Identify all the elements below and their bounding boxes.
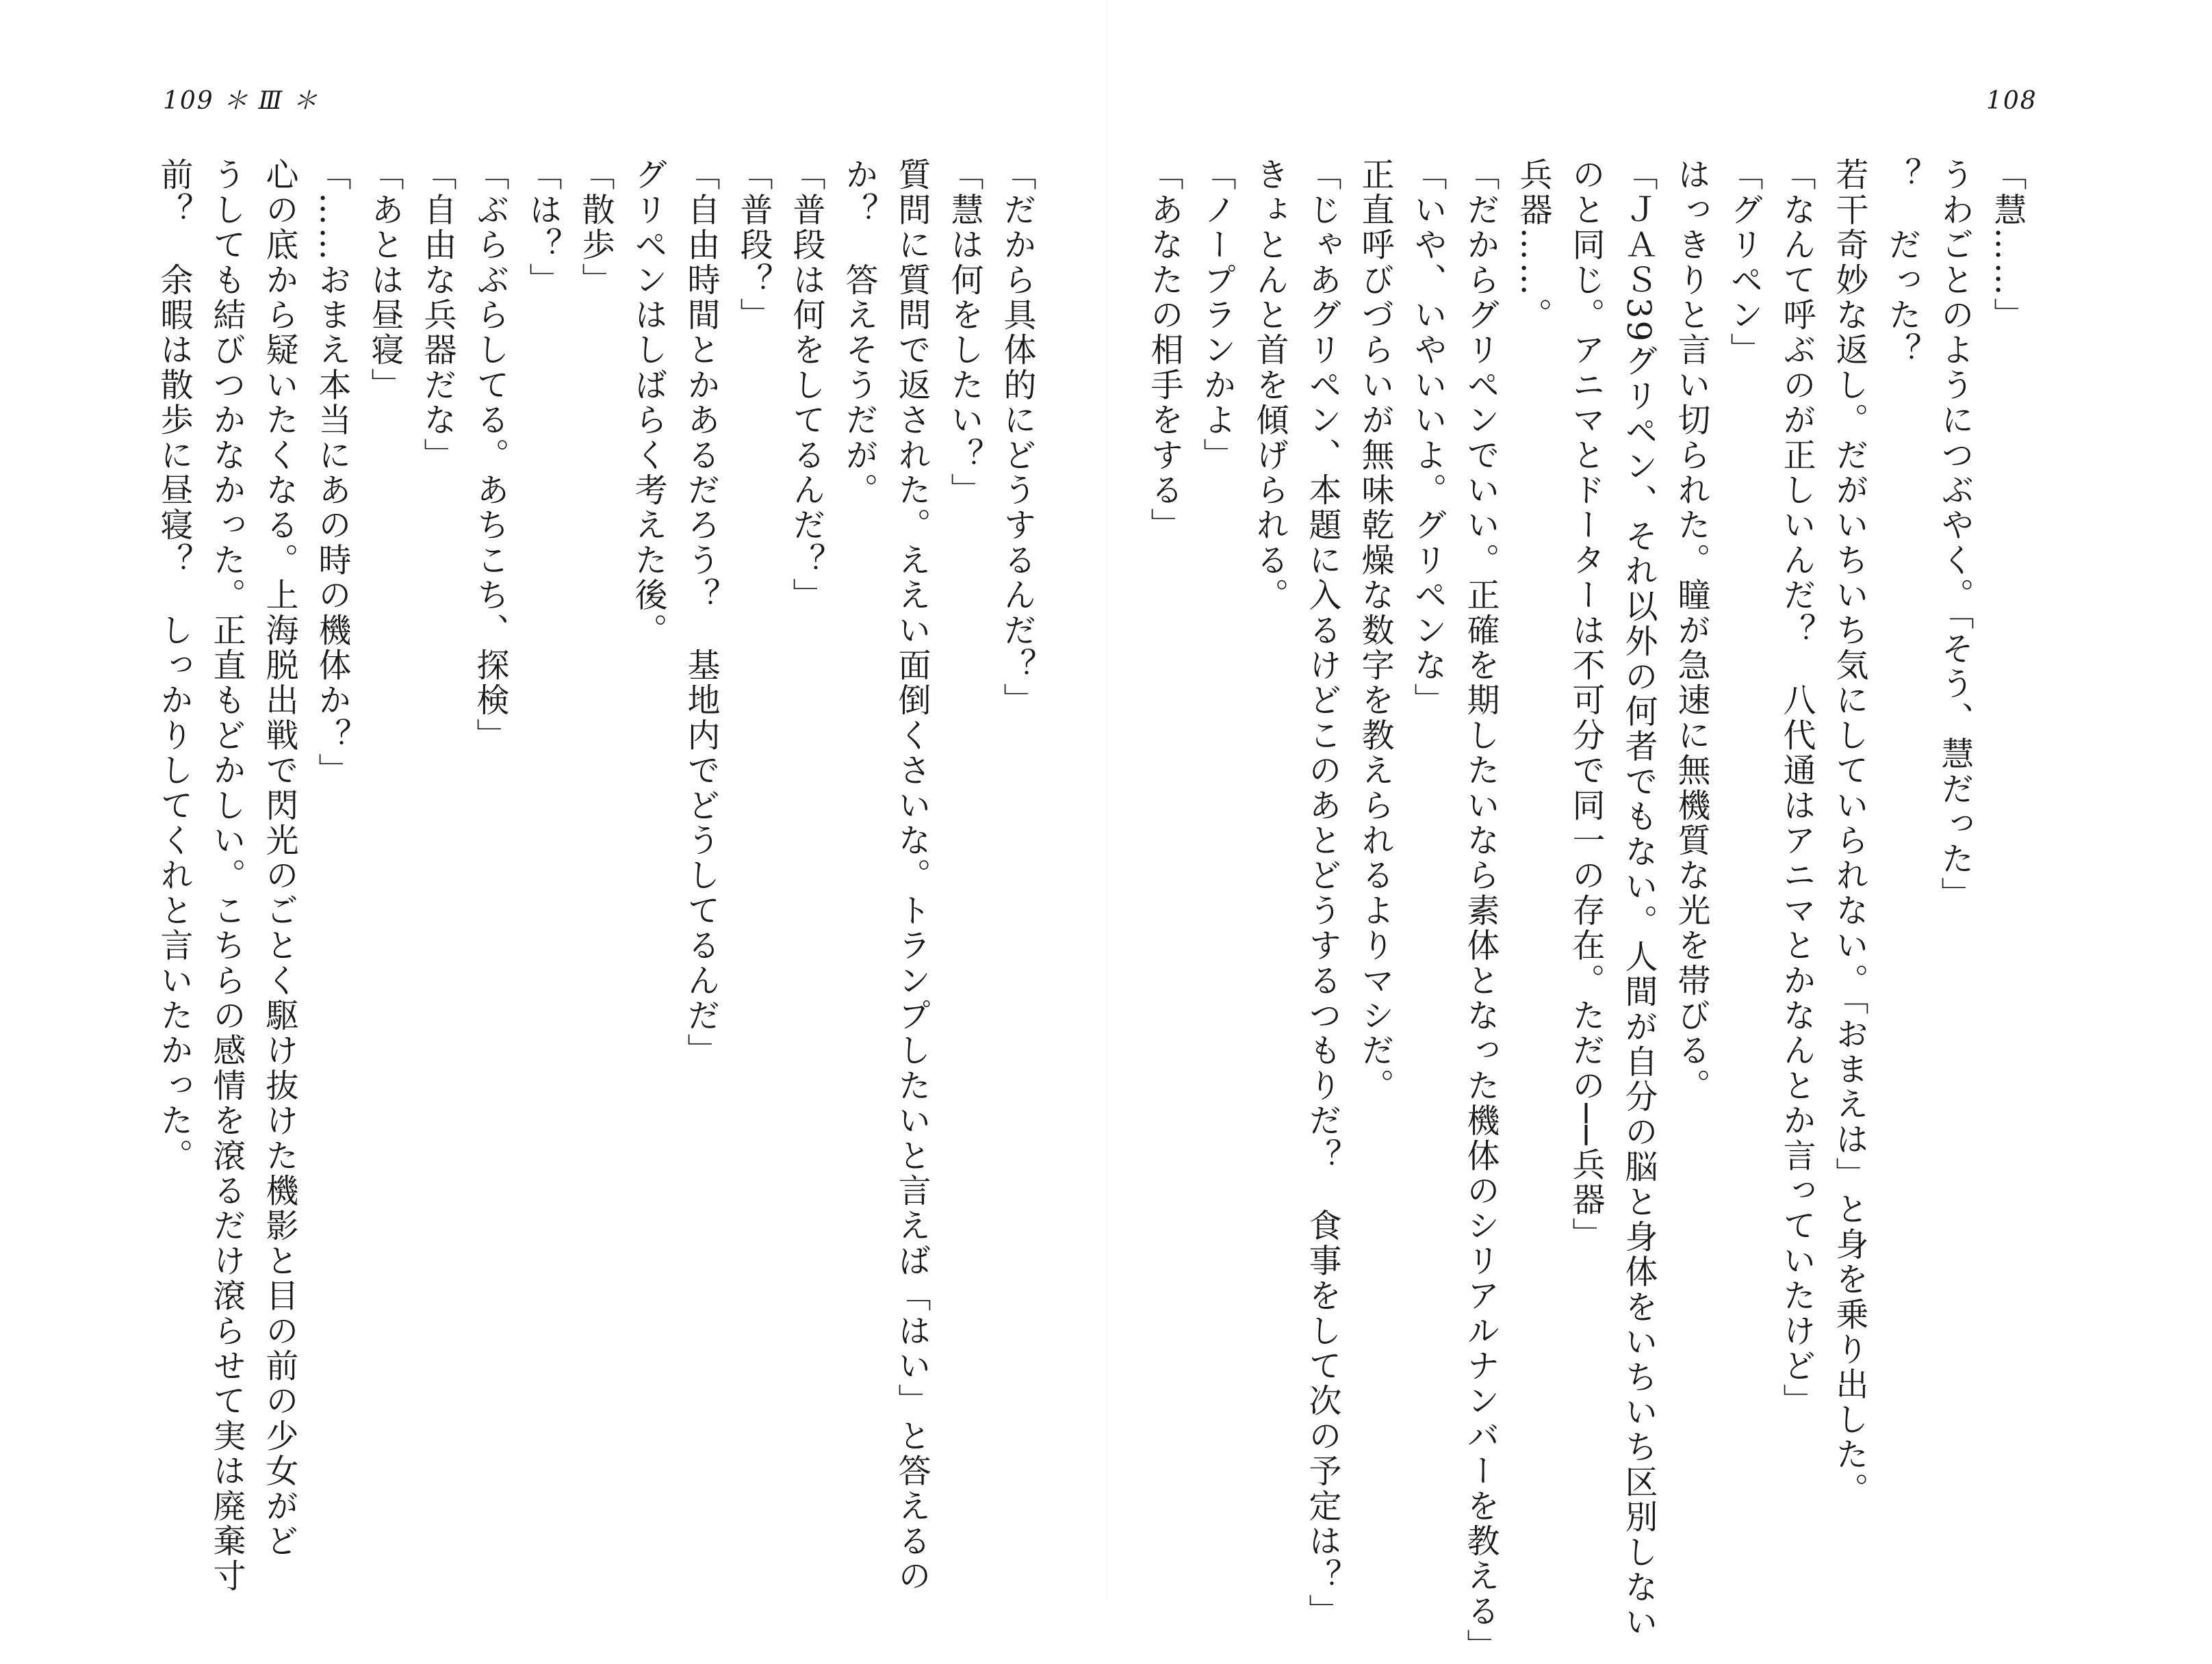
left-page-header: 109 ＊ Ⅲ ＊: [163, 87, 319, 115]
text-line: 正直呼びづらいが無味乾燥な数字を教えられるよりマシだ。: [1356, 157, 1394, 1104]
text-line: 「ＪＡＳ39グリペン、それ以外の何者でもない。人間が自分の脳と身体をいちいち区別しない: [1619, 157, 1658, 1640]
text-line: 「あとは昼寝」: [365, 157, 404, 403]
text-line: のと同じ。アニマとドーターは不可分で同一の存在。ただの──兵器」: [1567, 157, 1605, 1253]
text-line: きょとんと首を傾げられる。: [1250, 157, 1289, 613]
text-line: うわごとのようにつぶやく。「そう、慧だった」: [1936, 157, 1974, 912]
text-line: はっきりと言い切られた。瞳が急速に無機質な光を帯びる。: [1672, 157, 1710, 1104]
text-line: 質問に質問で返された。ええい面倒くさいな。トランプしたいと言えば「はい」と答えるの: [892, 157, 931, 1594]
text-line: 「グリペン」: [1725, 157, 1763, 368]
text-line: 「あなたの相手をする」: [1145, 157, 1183, 543]
text-line: 「慧……」: [1988, 157, 2027, 333]
text-line: 「ぶらぶらしてる。あちこち、探検」: [471, 157, 509, 753]
text-line: 「自由な兵器だな」: [418, 157, 456, 473]
text-line: 若干奇妙な返し。だがいちいち気にしていられない。「おまえは」と身を乗り出した。: [1830, 157, 1868, 1507]
page-gutter: [1106, 0, 1107, 1599]
text-line: 「……おまえ本当にあの時の機体か？」: [313, 157, 351, 788]
text-line: 「普段？」: [734, 157, 773, 333]
text-line: ？ だった？: [1883, 157, 1921, 368]
text-line: 「は？」: [524, 157, 562, 298]
text-line: 「普段は何をしてるんだ？」: [787, 157, 825, 613]
text-line: 兵器……。: [1514, 157, 1552, 333]
text-line: 「いや、いやいいよ。グリペンな」: [1409, 157, 1447, 718]
text-line: 「慧は何をしたい？」: [945, 157, 983, 508]
text-line: 「だからグリペンでいい。正確を期したいなら素体となった機体のシリアルナンバーを教える」: [1461, 157, 1500, 1664]
text-line: か？ 答えそうだが。: [840, 157, 878, 508]
right-page-number: 108: [1986, 87, 2037, 115]
text-line: 「ノープランかよ」: [1198, 157, 1236, 473]
left-page-text: [155, 157, 1039, 1594]
text-line: 「散歩」: [576, 157, 615, 298]
right-page-text: [1145, 157, 2029, 1664]
text-line: 「自由時間とかあるだろう？ 基地内でどうしてるんだ」: [682, 157, 720, 1069]
text-line: 前？ 余暇は散歩に昼寝？ しっかりしてくれと言いたかった。: [155, 157, 193, 1173]
text-line: うしても結びつかなかった。正直もどかしい。こちらの感情を滾るだけ滾らせて実は廃棄寸: [207, 157, 246, 1594]
text-line: 「なんて呼ぶのが正しいんだ？ 八代通はアニマとかなんとか言っていたけど」: [1777, 157, 1816, 1419]
text-line: グリペンはしばらく考えた後。: [629, 157, 667, 648]
text-line: 「じゃあグリペン、本題に入るけどこのあとどうするつもりだ？ 食事をして次の予定は？」: [1303, 157, 1341, 1629]
text-line: 心の底から疑いたくなる。上海脱出戦で閃光のごとく駆け抜けた機影と目の前の少女がど: [260, 157, 298, 1559]
text-line: 「だから具体的にどうするんだ？」: [998, 157, 1036, 718]
